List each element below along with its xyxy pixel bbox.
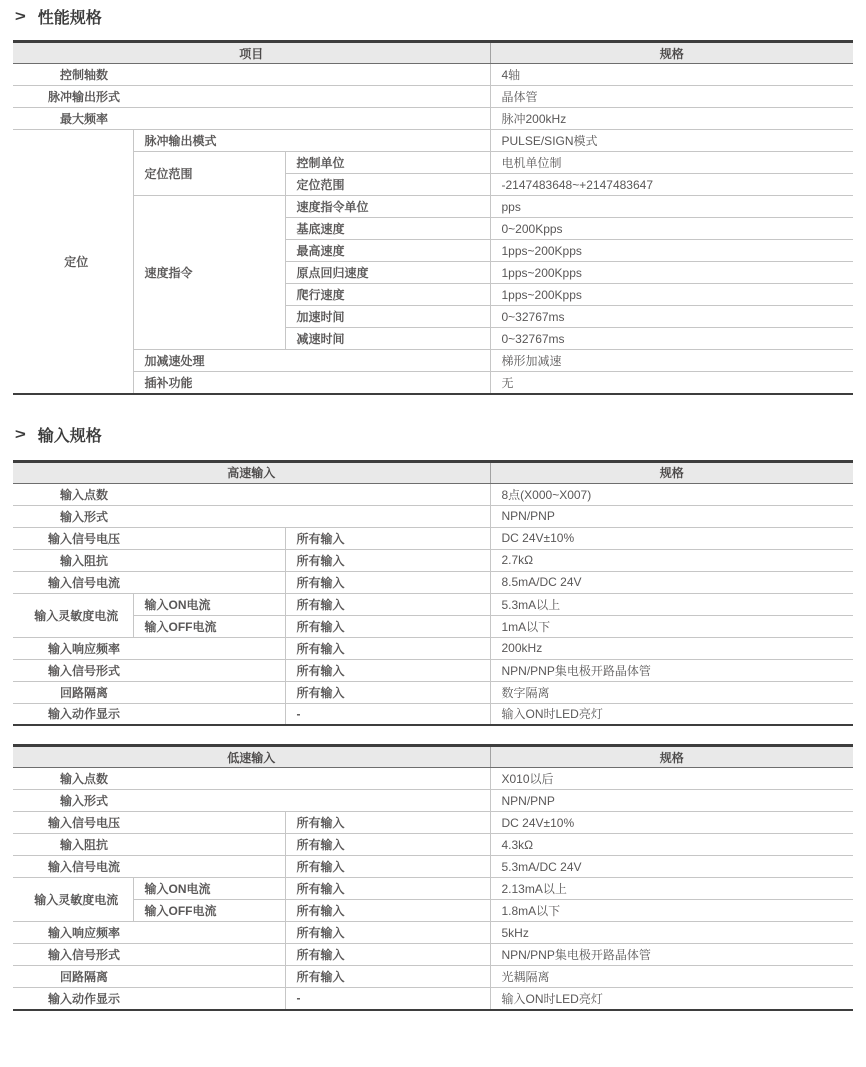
- header-name: 低速输入: [13, 746, 490, 768]
- group-label-sensitivity: 输入灵敏度电流: [13, 878, 133, 922]
- spec-value: DC 24V±10%: [490, 527, 853, 549]
- applies-cell: 所有输入: [285, 527, 490, 549]
- row-label: 回路隔离: [59, 970, 108, 984]
- table-row: [13, 834, 853, 856]
- spec-value: 2.7kΩ: [490, 549, 853, 571]
- table-row: [13, 86, 853, 108]
- row-label: 输入信号形式: [47, 663, 120, 678]
- applies-cell: 所有输入: [285, 812, 490, 834]
- group-label-positioning: 定位: [13, 130, 133, 394]
- spec-value: 8.5mA/DC 24V: [490, 571, 853, 593]
- spec-value: 4.3kΩ: [490, 834, 853, 856]
- section-title-text: 性能规格: [37, 9, 102, 27]
- applies-cell: 所有输入: [285, 966, 490, 988]
- chevron-icon: >: [14, 7, 26, 25]
- applies-cell: 所有输入: [285, 922, 490, 944]
- row-label: 基底速度: [285, 218, 490, 240]
- spec-value: 4轴: [490, 64, 853, 86]
- applies-cell: 所有输入: [285, 593, 490, 615]
- applies-cell: -: [285, 988, 490, 1010]
- row-label: 输入信号电流: [47, 860, 120, 874]
- applies-cell: 所有输入: [285, 681, 490, 703]
- table-row: [13, 130, 853, 152]
- table-row: [13, 483, 853, 505]
- row-label: 控制轴数: [59, 68, 108, 82]
- table-row: [13, 878, 853, 900]
- table-header-row: [13, 746, 853, 768]
- row-label: 输入信号电压: [47, 531, 120, 546]
- table-row: [13, 900, 853, 922]
- table-row: [13, 527, 853, 549]
- row-label: 插补功能: [133, 372, 490, 394]
- row-label: 减速时间: [285, 328, 490, 350]
- table-row: [13, 703, 853, 725]
- applies-cell: 所有输入: [285, 834, 490, 856]
- spec-value: 2.13mA以上: [490, 878, 853, 900]
- table-header-row: [13, 42, 853, 64]
- header-spec: 规格: [490, 42, 853, 64]
- applies-cell: 所有输入: [285, 856, 490, 878]
- subgroup-label-pos-range: 定位范围: [133, 152, 285, 196]
- row-label: 最大频率: [59, 112, 108, 126]
- row-label: 输入ON电流: [133, 593, 285, 615]
- table-row: [13, 922, 853, 944]
- applies-cell: -: [285, 703, 490, 725]
- row-label: 输入形式: [59, 794, 108, 808]
- spec-value: 5.3mA以上: [490, 593, 853, 615]
- spec-value: 1mA以下: [490, 615, 853, 637]
- spec-value: -2147483648~+2147483647: [490, 174, 853, 196]
- performance-section-title: [13, 4, 853, 28]
- row-label: 输入ON电流: [133, 878, 285, 900]
- row-label: 原点回归速度: [285, 262, 490, 284]
- applies-cell: 所有输入: [285, 549, 490, 571]
- subgroup-label-speed-cmd: 速度指令: [133, 196, 285, 350]
- spec-value: 输入ON时LED亮灯: [490, 703, 853, 725]
- applies-cell: 所有输入: [285, 571, 490, 593]
- row-label: 输入形式: [59, 509, 108, 524]
- spec-value: 1.8mA以下: [490, 900, 853, 922]
- low-speed-input-table: [13, 744, 853, 1011]
- row-label: 输入信号电流: [47, 575, 120, 590]
- spec-value: NPN/PNP集电极开路晶体管: [490, 944, 853, 966]
- applies-cell: 所有输入: [285, 900, 490, 922]
- table-row: [13, 812, 853, 834]
- header-spec: 规格: [490, 461, 853, 483]
- row-label: 速度指令单位: [285, 196, 490, 218]
- table-row: [13, 505, 853, 527]
- spec-value: 0~200Kpps: [490, 218, 853, 240]
- applies-cell: 所有输入: [285, 878, 490, 900]
- row-label: 输入OFF电流: [133, 900, 285, 922]
- row-label: 输入阻抗: [59, 838, 108, 852]
- spec-value: 1pps~200Kpps: [490, 284, 853, 306]
- table-row: [13, 659, 853, 681]
- row-label: 加速时间: [285, 306, 490, 328]
- row-label: 输入信号形式: [47, 948, 120, 962]
- row-label: 输入信号电压: [47, 816, 120, 830]
- chevron-icon: >: [14, 426, 26, 443]
- row-label: 脉冲输出形式: [47, 90, 120, 104]
- spec-value: X010以后: [490, 768, 853, 790]
- spec-value: 8点(X000~X007): [490, 483, 853, 505]
- spec-value: PULSE/SIGN模式: [490, 130, 853, 152]
- row-label: 输入点数: [59, 487, 108, 502]
- row-label: 输入点数: [59, 772, 108, 786]
- spec-value: 200kHz: [490, 637, 853, 659]
- row-label: 爬行速度: [285, 284, 490, 306]
- spec-value: 电机单位制: [490, 152, 853, 174]
- row-label: 脉冲输出模式: [133, 130, 490, 152]
- table-header-row: [13, 461, 853, 483]
- spec-value: pps: [490, 196, 853, 218]
- spec-value: 无: [490, 372, 853, 394]
- spec-value: 0~32767ms: [490, 306, 853, 328]
- row-label: 输入阻抗: [59, 553, 108, 568]
- section-title-text: 输入规格: [37, 428, 102, 445]
- table-row: [13, 615, 853, 637]
- row-label: 最高速度: [285, 240, 490, 262]
- spec-value: 输入ON时LED亮灯: [490, 988, 853, 1010]
- table-row: [13, 549, 853, 571]
- table-row: [13, 681, 853, 703]
- applies-cell: 所有输入: [285, 637, 490, 659]
- applies-cell: 所有输入: [285, 615, 490, 637]
- spec-value: 0~32767ms: [490, 328, 853, 350]
- table-row: [13, 196, 853, 218]
- input-section-title: [13, 423, 853, 447]
- spec-value: DC 24V±10%: [490, 812, 853, 834]
- header-spec: 规格: [490, 746, 853, 768]
- row-label: 输入OFF电流: [133, 615, 285, 637]
- table-row: [13, 372, 853, 394]
- performance-spec-table: [13, 40, 853, 395]
- spec-value: NPN/PNP集电极开路晶体管: [490, 659, 853, 681]
- spec-value: 脉冲200kHz: [490, 108, 853, 130]
- spec-value: 光耦隔离: [490, 966, 853, 988]
- header-item: 项目: [13, 42, 490, 64]
- table-row: [13, 790, 853, 812]
- row-label: 定位范围: [285, 174, 490, 196]
- table-row: [13, 593, 853, 615]
- header-name: 高速输入: [13, 461, 490, 483]
- row-label: 输入响应频率: [47, 641, 120, 656]
- group-label-sensitivity: 输入灵敏度电流: [13, 593, 133, 637]
- row-label: 输入响应频率: [47, 926, 120, 940]
- row-label: 输入动作显示: [47, 991, 120, 1006]
- spec-value: NPN/PNP: [490, 505, 853, 527]
- row-label: 加减速处理: [133, 350, 490, 372]
- table-row: [13, 768, 853, 790]
- high-speed-input-table: [13, 460, 853, 727]
- row-label: 回路隔离: [59, 685, 108, 700]
- applies-cell: 所有输入: [285, 944, 490, 966]
- table-row: [13, 108, 853, 130]
- spec-value: NPN/PNP: [490, 790, 853, 812]
- spec-value: 数字隔离: [490, 681, 853, 703]
- row-label: 控制单位: [285, 152, 490, 174]
- spec-value: 5kHz: [490, 922, 853, 944]
- table-row: [13, 944, 853, 966]
- spec-value: 梯形加减速: [490, 350, 853, 372]
- table-row: [13, 988, 853, 1010]
- spec-value: 5.3mA/DC 24V: [490, 856, 853, 878]
- table-row: [13, 64, 853, 86]
- table-row: [13, 637, 853, 659]
- applies-cell: 所有输入: [285, 659, 490, 681]
- table-row: [13, 350, 853, 372]
- spec-value: 晶体管: [490, 86, 853, 108]
- table-row: [13, 571, 853, 593]
- table-row: [13, 966, 853, 988]
- spec-value: 1pps~200Kpps: [490, 262, 853, 284]
- table-row: [13, 856, 853, 878]
- table-row: [13, 152, 853, 174]
- row-label: 输入动作显示: [47, 707, 120, 722]
- spec-value: 1pps~200Kpps: [490, 240, 853, 262]
